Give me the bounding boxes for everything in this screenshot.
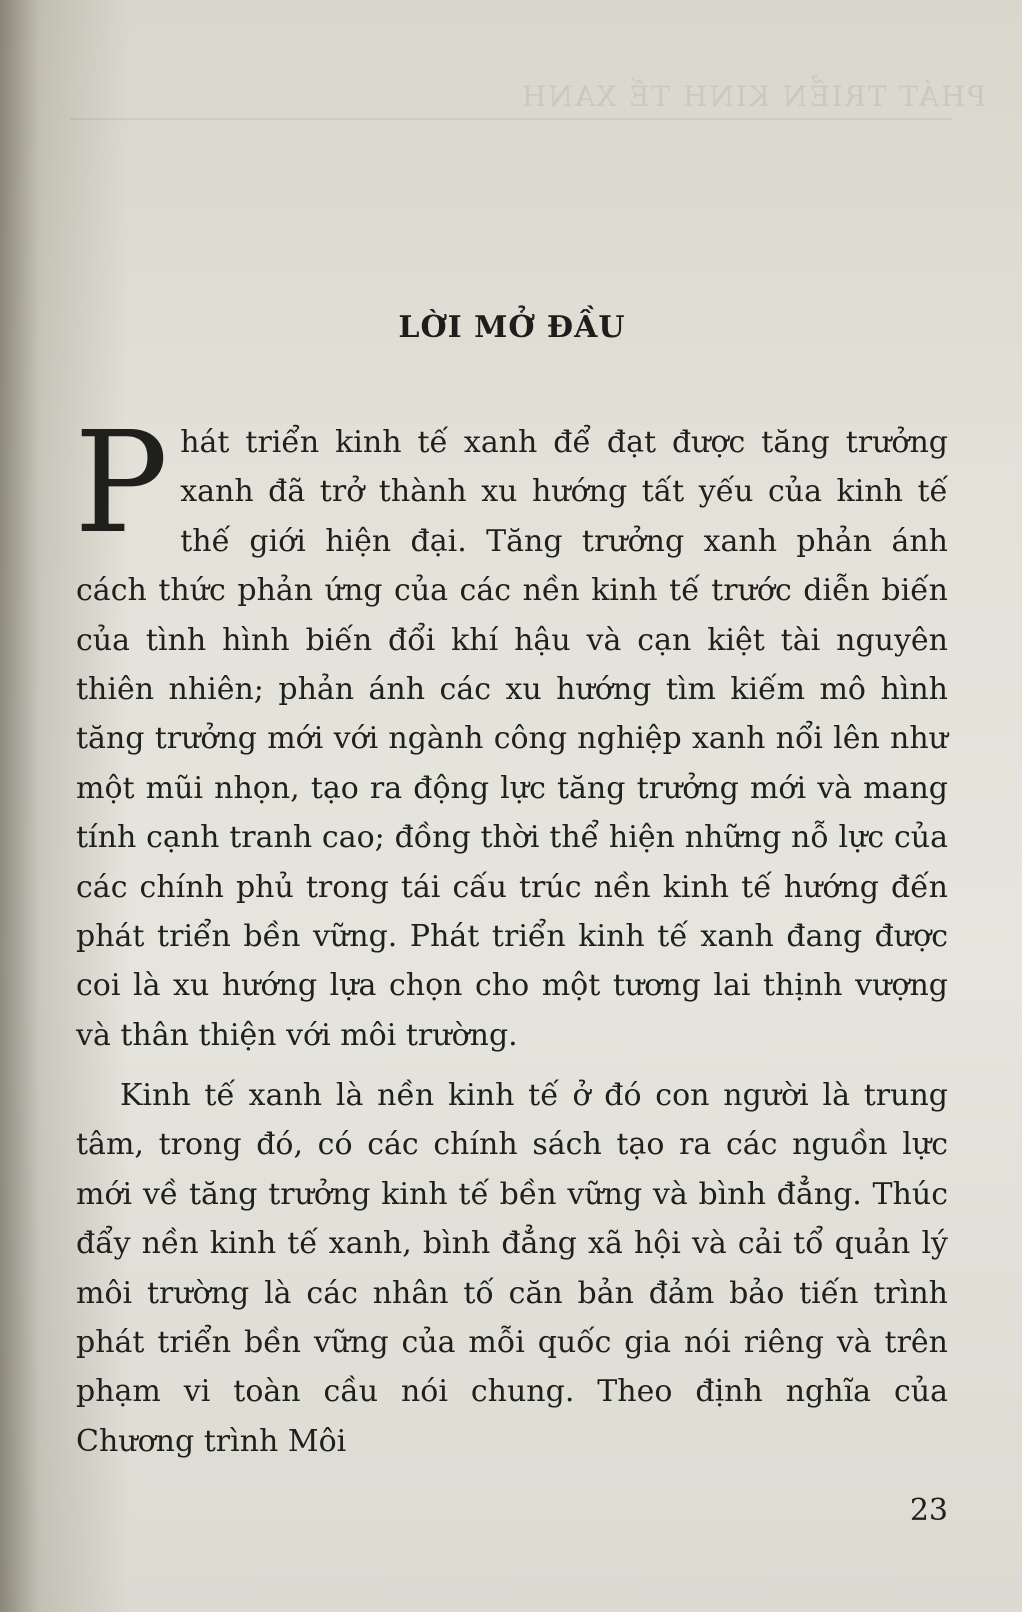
page-number: 23 [909, 1493, 948, 1528]
chapter-title: LỜI MỞ ĐẦU [398, 310, 626, 346]
paragraph-1-text: hát triển kinh tế xanh để đạt được tăng trưởng xanh đã trở thành xu hướng tất yếu của kinh tế thế giới hiện đại. Tăng trưởng xanh phản ánh cách thức phản ứng của các nền kinh tế trước diễn biến của tình hình biến đổi khí hậu và cạn kiệt tài nguyên thiên nhiên; phản ánh các xu hướng tìm kiếm mô hình tăng trưởng mới với ngành công nghiệp xanh nổi lên như một mũi nhọn, tạo ra động lực tăng trưởng mới và mang tính cạnh tranh cao; đồng thời thể hiện những nỗ lực của các chính phủ trong tái cấu trúc nền kinh tế hướng đến phát triển bền vững. Phát triển kinh tế xanh đang được coi là xu hướng lựa chọn cho một tương lai thịnh vượng và thân thiện với môi trường. [76, 425, 948, 1053]
paragraph-2: Kinh tế xanh là nền kinh tế ở đó con người là trung tâm, trong đó, có các chính sách tạo ra các nguồn lực mới về tăng trưởng kinh tế bền vững và bình đẳng. Thúc đẩy nền kinh tế xanh, bình đẳng xã hội và cải tổ quản lý môi trường là các nhân tố căn bản đảm bảo tiến trình phát triển bền vững của mỗi quốc gia nói riêng và trên phạm vi toàn cầu nói chung. Theo định nghĩa của Chương trình Môi [76, 1078, 948, 1459]
bleed-through-header: PHÁT TRIỂN KINH TẾ XANH [520, 80, 987, 113]
paragraph-1 [74, 402, 948, 1060]
bleed-through-rule [70, 118, 952, 120]
drop-cap: P [74, 402, 169, 565]
